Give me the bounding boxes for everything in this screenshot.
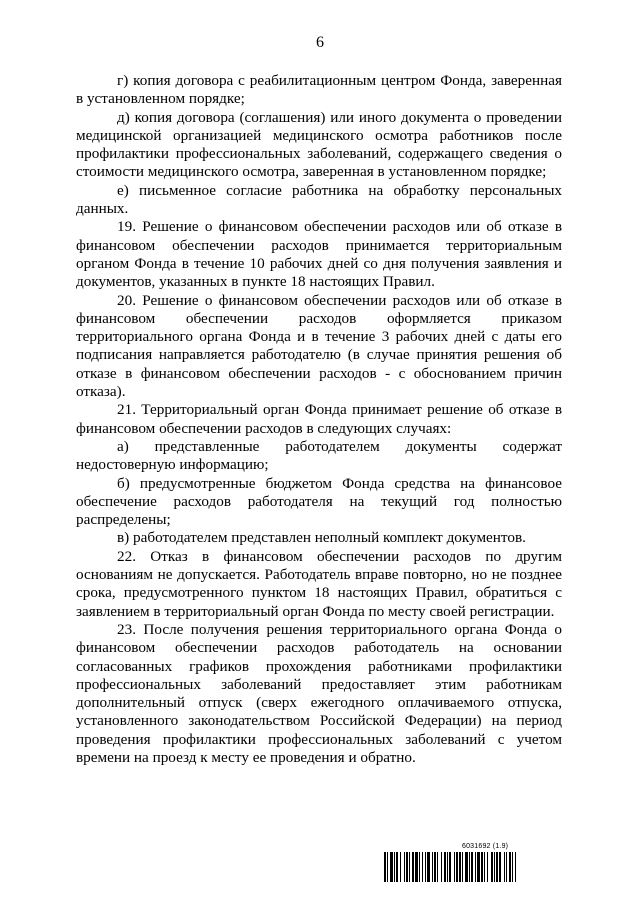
paragraph-item-d: д) копия договора (соглашения) или иного документа о проведении медицинской организацией медицинского осмотра работников после профилактики профессиональных заболеваний, содержащего сведения о стоимости медицинского осмотра, заверенная в установленном порядке; bbox=[76, 108, 562, 181]
barcode-bar bbox=[437, 852, 438, 882]
barcode-bar bbox=[415, 852, 418, 882]
paragraph-item-v: в) работодателем представлен неполный комплект документов. bbox=[117, 529, 526, 547]
barcode-bar bbox=[387, 852, 388, 882]
barcode-bar bbox=[400, 852, 401, 882]
barcode-bar bbox=[394, 852, 395, 882]
paragraph-item-a: а) представленные работодателем документы содержат недостоверную информацию; bbox=[76, 437, 562, 474]
page-number: 6 bbox=[316, 34, 324, 51]
barcode-bar bbox=[504, 852, 505, 882]
barcode-bar bbox=[496, 852, 498, 882]
barcode-bar bbox=[449, 852, 451, 882]
barcode-bar bbox=[459, 852, 461, 882]
paragraph-clause-21: 21. Территориальный орган Фонда принимает решение об отказе в финансовом обеспечении расходов в следующих случаях: bbox=[76, 401, 562, 437]
barcode-bar bbox=[412, 852, 414, 882]
barcode-bar bbox=[390, 852, 393, 882]
paragraph-item-e: е) письменное согласие работника на обработку персональных данных. bbox=[76, 181, 562, 218]
paragraph-clause-22: 22. Отказ в финансовом обеспечении расходов по другим основаниям не допускается. Работодатель вправе повторно, но не позднее срока, предусмотренного пунктом 18 настоящих Правил, обратиться с заявлением в территориальный орган Фонда по месту своей регистрации. bbox=[76, 547, 562, 620]
barcode-bar bbox=[506, 852, 507, 882]
paragraph-item-b: б) предусмотренные бюджетом Фонда средства на финансовое обеспечение расходов работодателя на текущий год полностью распределены; bbox=[76, 474, 562, 529]
barcode-bar bbox=[475, 852, 476, 882]
barcode-bar bbox=[425, 852, 426, 882]
barcode-bar bbox=[456, 852, 458, 882]
paragraph-clause-20: 20. Решение о финансовом обеспечении расходов или об отказе в финансовом обеспечении расходов оформляется приказом территориального органа Фонда и в течение 3 рабочих дней с даты его подписания направляется работодателю (в случае принятия решения об отказе в финансовом обеспечении расходов - с обоснованием причин отказа). bbox=[76, 291, 562, 401]
barcode-bar bbox=[434, 852, 436, 882]
barcode-bar bbox=[462, 852, 463, 882]
barcode-bar bbox=[384, 852, 386, 882]
barcode-bar bbox=[515, 852, 516, 882]
barcode-bar bbox=[487, 852, 488, 882]
paragraph-clause-19: 19. Решение о финансовом обеспечении расходов или об отказе в финансовом обеспечении расходов принимается территориальным органом Фонда в течение 10 рабочих дней со дня получения заявления и документов, указанных в пункте 18 настоящих Правил. bbox=[76, 218, 562, 291]
barcode-block bbox=[384, 843, 564, 889]
barcode-bar bbox=[484, 852, 485, 882]
barcode-bar bbox=[481, 852, 483, 882]
barcode-icon bbox=[384, 852, 564, 882]
document-body bbox=[76, 72, 562, 767]
barcode-bar bbox=[499, 852, 501, 882]
barcode-bar bbox=[491, 852, 493, 882]
barcode-bar bbox=[512, 852, 513, 882]
barcode-bar bbox=[477, 852, 480, 882]
barcode-bar bbox=[427, 852, 430, 882]
barcode-bar bbox=[494, 852, 495, 882]
barcode-bar bbox=[471, 852, 473, 882]
barcode-bar bbox=[404, 852, 405, 882]
barcode-bar bbox=[469, 852, 470, 882]
barcode-bar bbox=[444, 852, 446, 882]
barcode-bar bbox=[419, 852, 420, 882]
paragraph-item-g: г) копия договора с реабилитационным центром Фонда, заверенная в установленном порядке; bbox=[76, 72, 562, 108]
barcode-bar bbox=[409, 852, 410, 882]
barcode-bar bbox=[454, 852, 455, 882]
paragraph-clause-23: 23. После получения решения территориального органа Фонда о финансовом обеспечении расходов работодатель на основании согласованных графиков прохождения работниками профилактики профессиональных заболеваний предоставляет этим работникам дополнительный отпуск (сверх ежегодного оплачиваемого отпуска, установленного законодательством Российской Федерации) на период проведения профилактики профессиональных заболеваний с учетом времени на проезд к месту ее проведения и обратно. bbox=[76, 620, 562, 766]
barcode-bar bbox=[509, 852, 511, 882]
barcode-bar bbox=[406, 852, 408, 882]
barcode-bar bbox=[396, 852, 398, 882]
barcode-bar bbox=[432, 852, 433, 882]
barcode-bar bbox=[441, 852, 442, 882]
barcode-bar bbox=[447, 852, 448, 882]
barcode-number: 6031692 (1.9) bbox=[462, 843, 509, 850]
barcode-bar bbox=[465, 852, 468, 882]
barcode-bar bbox=[422, 852, 423, 882]
